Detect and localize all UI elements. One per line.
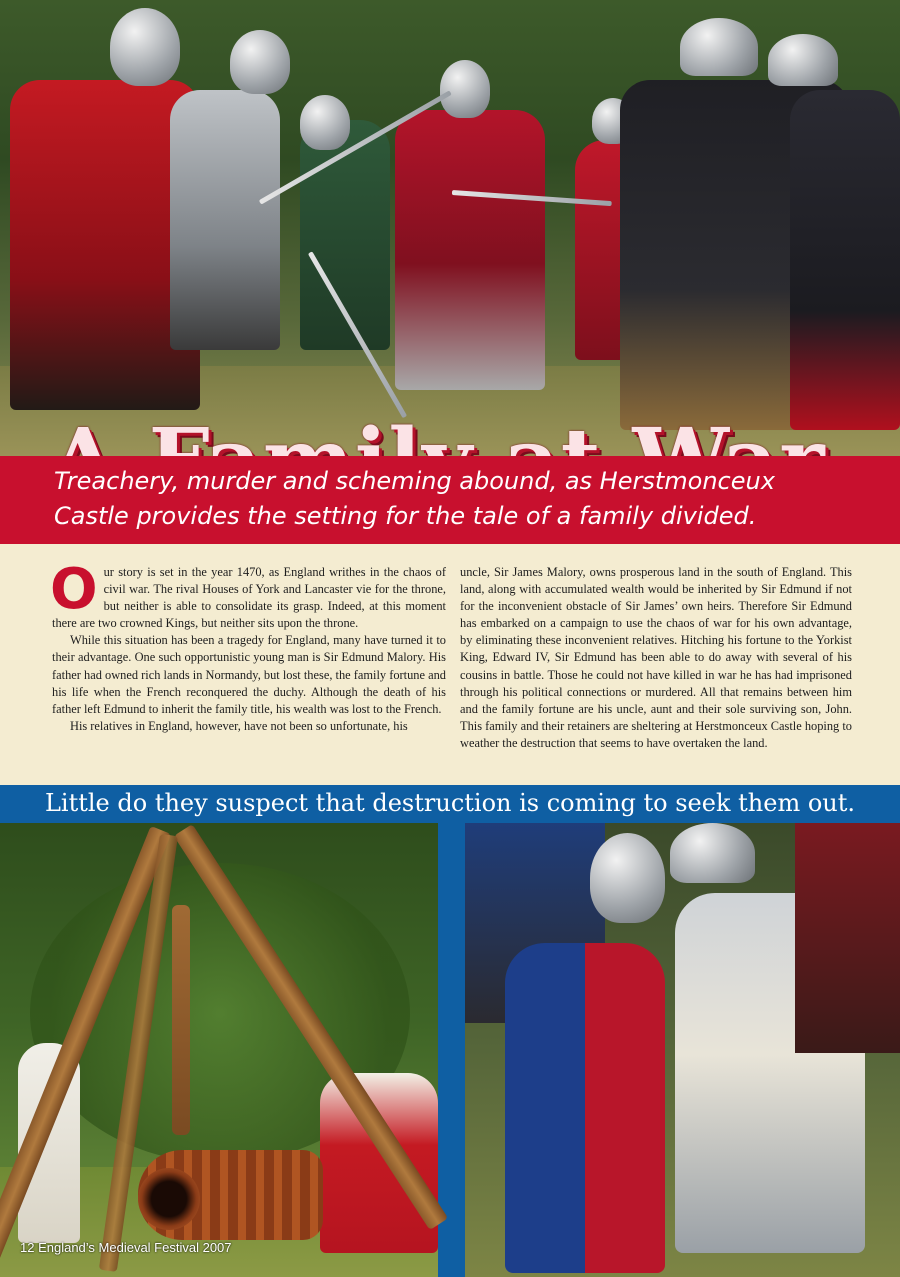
knight-helmet bbox=[590, 833, 665, 923]
knight-figure bbox=[395, 110, 545, 390]
paragraph-text: ur story is set in the year 1470, as England writhes in the chaos of civil war. The rival Houses of York and Lancaster vie for the throne, but neither is able to consolidate its grasp. Indeed, at this moment there are two crowned Kings, but neither sits upon the throne. bbox=[52, 565, 446, 631]
drop-cap: O bbox=[50, 557, 98, 622]
knight-tabard bbox=[505, 943, 665, 1273]
knight-helmet bbox=[440, 60, 490, 118]
article-paragraph: uncle, Sir James Malory, owns prosperous land in the south of England. This land, along with accumulated wealth would be inherited by Sir Edmund if not for the inconvenient obstacle of Sir James’ own heirs. Therefore Sir Edmund has embarked on a campaign to use the chaos of war for his own advantage, by eliminating these inconvenient relatives. Hitching his fortune to the Yorkist King, Edward IV, Sir Edmund has been able to do away with several of his cousins in battle. Those he could not have killed in war he has had imprisoned through his political connections or murdered. All that remains between him and the family fortune are his uncle, aunt and their sole surviving son, John. This family and their retainers are sheltering at Herstmonceux Castle hoping to weather the destruction that seems to have overtaken the land. bbox=[460, 565, 852, 750]
gunner-figure bbox=[320, 1073, 438, 1253]
knight-figure bbox=[790, 90, 900, 430]
article-body bbox=[0, 544, 900, 785]
knight-helmet bbox=[230, 30, 290, 94]
cannon-muzzle bbox=[138, 1168, 200, 1230]
tagline: Little do they suspect that destruction is coming to seek them out. bbox=[44, 789, 856, 817]
knight-figure bbox=[170, 90, 280, 350]
knight-helmet bbox=[680, 18, 758, 76]
background-figure bbox=[795, 823, 900, 1053]
article-paragraph: While this situation has been a tragedy for England, many have turned it to their advantage. One such opportunistic young man is Sir Edmund Malory. His father had owned rich lands in Normandy, but lost these, the family fortune and his life when the French reconquered the duchy. Although the death of his father left Edmund to inherit the family title, his wealth was lost to the French. bbox=[52, 633, 446, 716]
pulley-block bbox=[172, 905, 190, 1135]
article-column-1 bbox=[50, 557, 446, 735]
knight-helmet bbox=[670, 823, 755, 883]
page-footer: 12 England’s Medieval Festival 2007 bbox=[20, 1240, 232, 1255]
knight-helmet bbox=[768, 34, 838, 86]
knight-helmet bbox=[300, 95, 350, 150]
knights-photo bbox=[465, 823, 900, 1277]
article-paragraph: His relatives in England, however, have not been so unfortunate, his bbox=[70, 718, 408, 733]
page-subtitle: Treachery, murder and scheming abound, as Herstmonceux Castle provides the setting for the tale of a family divided. bbox=[54, 467, 775, 530]
hero-battle-photo bbox=[0, 0, 900, 456]
article-paragraph bbox=[50, 557, 446, 632]
article-column-2 bbox=[460, 564, 852, 752]
knight-helmet bbox=[110, 8, 180, 86]
